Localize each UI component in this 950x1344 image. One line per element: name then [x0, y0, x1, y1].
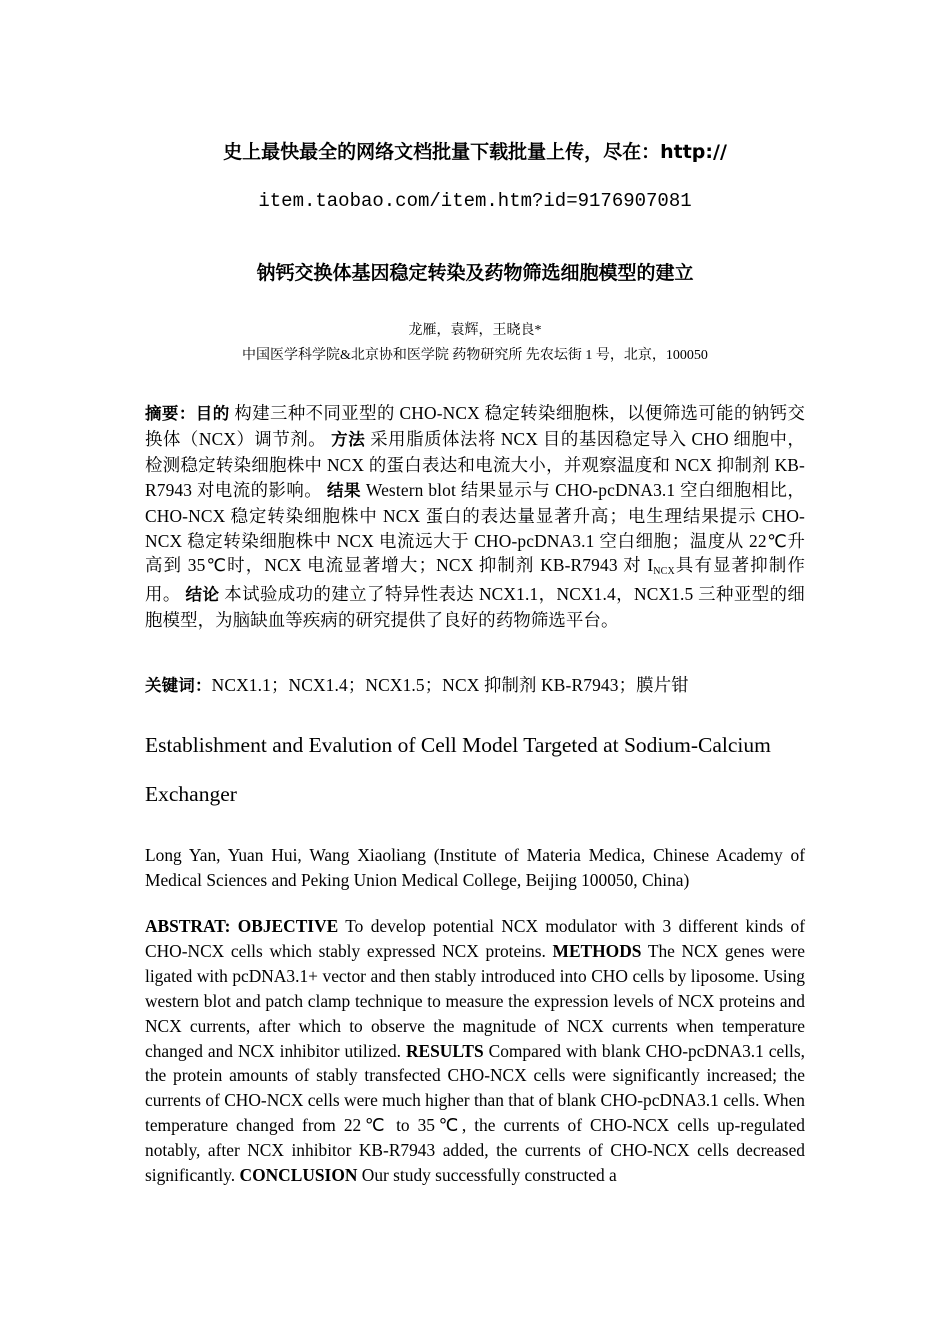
abstract-en: [145, 914, 805, 1188]
abstract-label-cn: 摘要：: [145, 404, 196, 423]
promo-line-2: item.taobao.com/item.htm?id=9176907081: [258, 190, 692, 212]
methods-text-en: The NCX genes were ligated with pcDNA3.1+ vector and then stably introduced into CHO cells by liposome. Using western blot and patch clamp technique to measure the expression levels of NCX proteins and NCX currents, after which to observe the magnitude of NCX currents when temperature changed and NCX inhibitor utilized.: [145, 940, 805, 1061]
objective-text-en: To develop potential NCX modulator with 3 different kinds of CHO-NCX cells which stably expressed NCX proteins.: [145, 916, 805, 961]
paper-title-en-line-2: Exchanger: [145, 782, 237, 806]
authors-cn: 龙雁，袁辉，王晓良*: [408, 323, 542, 338]
methods-label-cn: 方法: [331, 429, 366, 449]
conclusion-label-cn: 结论: [185, 585, 220, 605]
results-subscript: NCX: [653, 566, 675, 578]
abstract-label-en: ABSTRAT:: [145, 916, 231, 936]
keywords-label-cn: 关键词：: [145, 676, 212, 695]
conclusion-text-en: Our study successfully constructed a: [357, 1165, 617, 1186]
results-text-cn: Western blot 结果显示与 CHO-pcDNA3.1 空白细胞相比，CHO-NCX 稳定转染细胞株中 NCX 蛋白的表达量显著升高；电生理结果提示 CHO-NCX 稳定转染细胞株中 NCX 电流远大于 CHO-pcDNA3.1 空白细胞；温度从 22℃升高到 35℃时，NCX 电流显著增大；NCX 抑制剂 KB-R7943 对 I: [145, 479, 805, 576]
promo-line-1: 史上最快最全的网络文档批量下载批量上传，尽在：http://: [223, 141, 727, 163]
results-text-cn-2: 具有显著抑制作用。: [145, 555, 805, 605]
paper-title-en-line-1: Establishment and Evalution of Cell Model Targeted at Sodium-Calcium: [145, 733, 771, 757]
methods-text-cn: 采用脂质体法将 NCX 目的基因稳定导入 CHO 细胞中，检测稳定转染细胞株中 NCX 的蛋白表达和电流大小，并观察温度和 NCX 抑制剂 KB-R7943 对电流的影响。: [145, 428, 805, 500]
results-label-cn: 结果: [327, 480, 362, 500]
abstract-cn: [145, 401, 805, 633]
results-label-en: RESULTS: [405, 1040, 484, 1061]
paper-title-cn: 钠钙交换体基因稳定转染及药物筛选细胞模型的建立: [256, 262, 694, 284]
authors-en: Long Yan, Yuan Hui, Wang Xiaoliang (Institute of Materia Medica, Chinese Academy of Medical Sciences and Peking Union Medical College, Beijing 100050, China): [145, 845, 805, 890]
keywords-cn: [145, 673, 805, 699]
affiliation-cn: 中国医学科学院&北京协和医学院 药物研究所 先农坛街 1 号，北京，100050: [242, 348, 708, 363]
objective-label-cn: 目的: [195, 404, 230, 423]
conclusion-text-cn: 本试验成功的建立了特异性表达 NCX1.1，NCX1.4，NCX1.5 三种亚型的细胞模型，为脑缺血等疾病的研究提供了良好的药物筛选平台。: [145, 584, 805, 631]
objective-text-cn: 构建三种不同亚型的 CHO-NCX 稳定转染细胞株，以便筛选可能的钠钙交换体（NCX）调节剂。: [145, 403, 805, 449]
results-text-en: Compared with blank CHO-pcDNA3.1 cells, the protein amounts of stably transfected CHO-NCX cells were significantly increased; the currents of CHO-NCX cells were much higher than that of blank CHO-pcDNA3.1 cells. When temperature changed from 22℃ to 35℃, the currents of CHO-NCX cells up-regulated notably, after NCX inhibitor KB-R7943 added, the currents of CHO-NCX cells decreased significantly.: [145, 1040, 805, 1186]
methods-label-en: METHODS: [552, 940, 642, 961]
conclusion-label-en: CONCLUSION: [239, 1165, 358, 1186]
keywords-text-cn: NCX1.1；NCX1.4；NCX1.5；NCX 抑制剂 KB-R7943；膜片钳: [211, 675, 689, 695]
objective-label-en: OBJECTIVE: [237, 916, 339, 936]
